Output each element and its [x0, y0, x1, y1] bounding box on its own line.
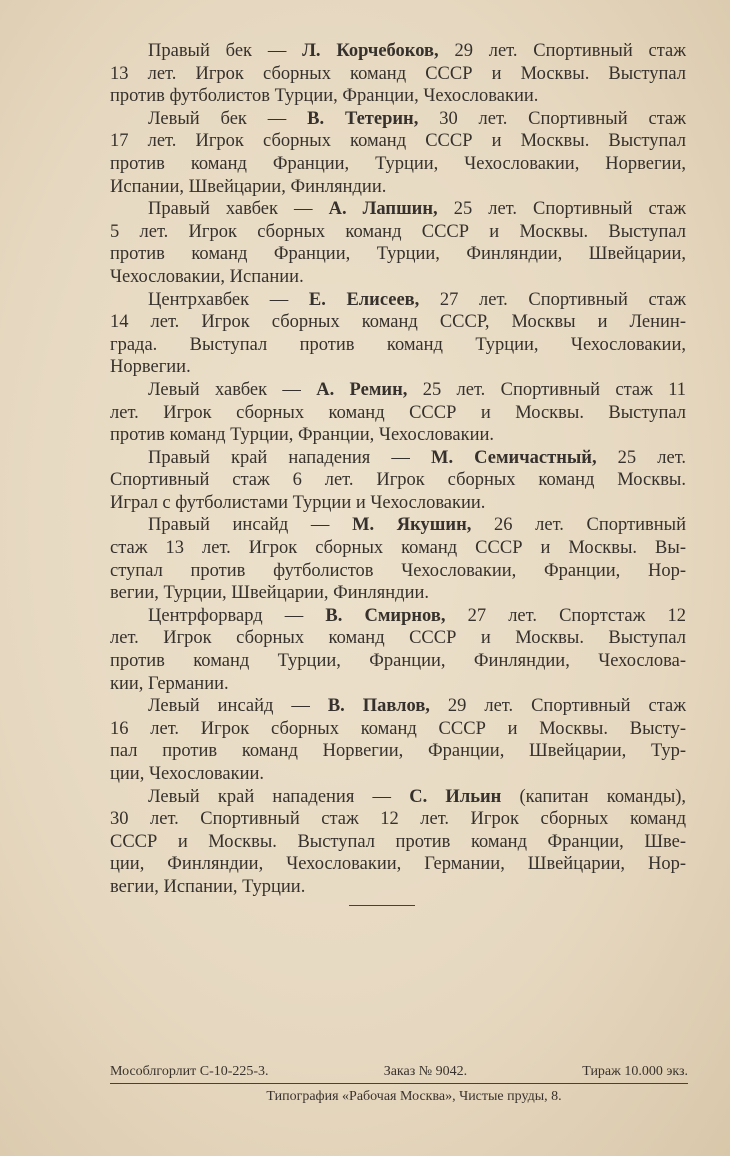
- entry-text: 26 лет. Спортивный: [494, 515, 687, 536]
- entry-line: Чехословакии, Испании.: [110, 266, 304, 287]
- player-entry: [110, 40, 686, 108]
- player-name: М. Семичастный,: [430, 447, 597, 468]
- entry-text: (капитан команды),: [519, 786, 687, 807]
- player-role: Левый хавбек —: [148, 379, 301, 400]
- player-name: А. Лапшин,: [328, 199, 438, 220]
- player-name: Е. Елисеев,: [308, 289, 420, 310]
- entry-line: против команд Франции, Турции, Чехословакии, Норвегии,: [110, 153, 686, 174]
- entry-line: 13 лет. Игрок сборных команд СССР и Москвы. Выступал: [110, 63, 686, 84]
- entry-text: 29 лет. Спортивный стаж: [447, 696, 687, 717]
- entry-line: 14 лет. Игрок сборных команд СССР, Москвы и Ленин-: [110, 312, 686, 333]
- player-name: Л. Корчебоков,: [302, 41, 439, 61]
- entry-line: вегии, Турции, Швейцарии, Финляндии.: [110, 583, 430, 604]
- print-run: Тираж 10.000 экз.: [582, 1064, 688, 1079]
- entry-first-line: [110, 289, 686, 312]
- entry-line: ступал против футболистов Чехословакии, Франции, Нор-: [110, 560, 686, 581]
- entry-line: лет. Игрок сборных команд СССР и Москвы. Выступал: [110, 628, 686, 649]
- entry-text: 25 лет. Спортивный стаж: [453, 199, 687, 220]
- separator-rule: [349, 905, 415, 906]
- entry-first-line: [110, 514, 686, 537]
- entry-line: 30 лет. Спортивный стаж 12 лет. Игрок сборных команд: [110, 809, 686, 830]
- player-role: Правый край нападения —: [148, 447, 410, 468]
- entry-line: Спортивный стаж 6 лет. Игрок сборных команд Москвы.: [110, 470, 686, 491]
- player-entry: [110, 379, 686, 447]
- entry-line: 16 лет. Игрок сборных команд СССР и Москвы. Высту-: [110, 718, 686, 739]
- entry-first-line: [110, 447, 686, 470]
- entry-line: града. Выступал против команд Турции, Чехословакии,: [110, 334, 686, 355]
- player-role: Центрхавбек —: [148, 289, 289, 310]
- entry-text: 25 лет. Спортивный стаж 11: [422, 379, 687, 400]
- publisher-code: Мособлгорлит С-10-225-3.: [110, 1064, 269, 1079]
- player-role: Левый край нападения —: [148, 786, 392, 807]
- entry-line: против команд Турции, Франции, Чехословакии.: [110, 425, 494, 446]
- order-number: Заказ № 9042.: [383, 1064, 468, 1079]
- entry-first-line: [110, 379, 686, 402]
- player-name: М. Якушин,: [352, 515, 472, 536]
- player-entry: [110, 447, 686, 515]
- entry-line: против команд Франции, Турции, Финляндии, Швейцарии,: [110, 244, 686, 265]
- entry-first-line: [110, 695, 686, 718]
- entry-line: ции, Финляндии, Чехословакии, Германии, Швейцарии, Нор-: [110, 854, 686, 875]
- entry-first-line: [110, 40, 686, 63]
- player-name: В. Смирнов,: [325, 605, 446, 626]
- entry-text: 27 лет. Спортивный стаж: [439, 289, 686, 310]
- player-name: С. Ильин: [409, 786, 502, 807]
- player-name: В. Тетерин,: [307, 108, 419, 129]
- player-entry: [110, 695, 686, 785]
- entry-first-line: [110, 108, 686, 131]
- player-role: Левый инсайд —: [148, 696, 310, 717]
- entry-text: 30 лет. Спортивный стаж: [439, 108, 686, 129]
- player-role: Правый хавбек —: [148, 199, 313, 220]
- player-role: Центрфорвард —: [148, 605, 304, 626]
- player-entry: [110, 108, 686, 198]
- entry-line: против команд Турции, Франции, Финляндии, Чехослова-: [110, 651, 686, 672]
- player-entry: [110, 514, 686, 604]
- entry-line: ции, Чехословакии.: [110, 764, 265, 784]
- player-role: Левый бек —: [148, 108, 287, 129]
- entry-first-line: [110, 605, 686, 628]
- entry-line: СССР и Москвы. Выступал против команд Франции, Шве-: [110, 831, 686, 852]
- entry-line: Норвегии.: [110, 357, 191, 378]
- entry-line: лет. Игрок сборных команд СССР и Москвы. Выступал: [110, 402, 686, 423]
- player-entry: [110, 198, 686, 288]
- player-name: В. Павлов,: [327, 696, 430, 717]
- entry-line: 5 лет. Игрок сборных команд СССР и Москвы. Выступал: [110, 221, 686, 242]
- player-entry: [110, 605, 686, 695]
- entry-line: кии, Германии.: [110, 673, 229, 694]
- player-entry: [110, 289, 686, 379]
- player-role: Правый бек —: [148, 41, 287, 61]
- colophon: [110, 1063, 688, 1105]
- entry-first-line: [110, 198, 686, 221]
- entry-text: 25 лет.: [617, 447, 687, 468]
- player-role: Правый инсайд —: [148, 515, 330, 536]
- entry-line: Играл с футболистами Турции и Чехословакии.: [110, 492, 486, 513]
- player-entry: [110, 786, 686, 899]
- entry-first-line: [110, 786, 686, 809]
- imprint-line: [110, 1063, 688, 1084]
- entry-line: Испании, Швейцарии, Финляндии.: [110, 176, 387, 197]
- entry-line: 17 лет. Игрок сборных команд СССР и Москвы. Выступал: [110, 131, 686, 152]
- printer-info: Типография «Рабочая Москва», Чистые пруды, 8.: [266, 1089, 562, 1104]
- entry-line: пал против команд Норвегии, Франции, Швейцарии, Тур-: [110, 741, 686, 762]
- entry-text: 27 лет. Спортстаж 12: [467, 605, 687, 626]
- entry-line: вегии, Испании, Турции.: [110, 876, 306, 897]
- entry-line: против футболистов Турции, Франции, Чехословакии.: [110, 86, 539, 107]
- entry-text: 29 лет. Спортивный стаж: [454, 41, 687, 61]
- player-name: А. Ремин,: [316, 379, 408, 400]
- entry-line: стаж 13 лет. Игрок сборных команд СССР и Москвы. Вы-: [110, 538, 686, 559]
- player-list: [110, 40, 686, 899]
